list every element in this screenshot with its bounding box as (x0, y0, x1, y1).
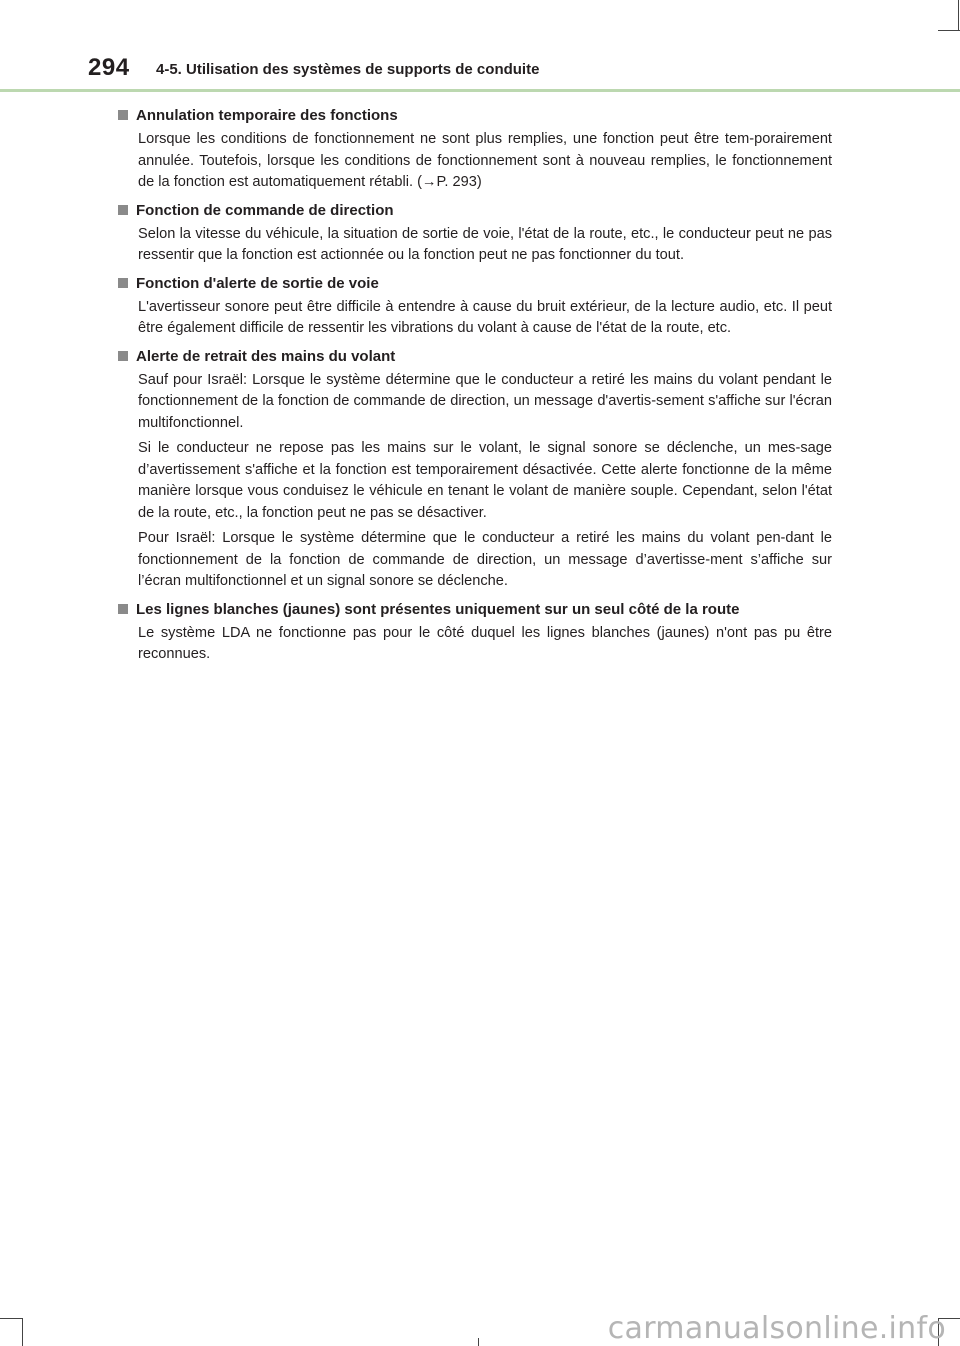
crop-mark (938, 30, 960, 31)
paragraph: Sauf pour Israël: Lorsque le système détermine que le conducteur a retiré les mains du volant pendant le fonctionnement de la fonction de commande de direction, un message d'avertis-sement s'affiche sur l'écran multifonctionnel. (138, 371, 832, 431)
section-heading (118, 274, 832, 294)
section-temporary-cancellation (118, 106, 832, 194)
page-content (118, 106, 832, 673)
section-heading-text: Alerte de retrait des mains du volant (136, 347, 396, 365)
section-heading-text: Fonction d'alerte de sortie de voie (136, 274, 379, 292)
section-hands-off-alert (118, 347, 832, 593)
section-heading-text: Fonction de commande de direction (136, 201, 394, 219)
crop-mark (958, 0, 959, 30)
section-single-side-lines (118, 600, 832, 666)
section-steering-control (118, 201, 832, 267)
page-header (88, 52, 868, 88)
paragraph: Lorsque les conditions de fonctionnement ne sont plus remplies, une fonction peut être tem-porairement annulée. Toutefois, lorsque les conditions de fonctionnement sont à nouveau remplies, le fonctionnement de la fonction est automatiquement rétabli. (→P. 293) (138, 131, 832, 190)
section-lane-departure-alert (118, 274, 832, 340)
square-bullet-icon (118, 110, 128, 120)
crop-mark (0, 1318, 22, 1319)
paragraph: Selon la vitesse du véhicule, la situation de sortie de voie, l'état de la route, etc., le conducteur peut ne pas ressentir que la fonction est actionnée ou la fonction peut ne pas fonctionner du tout. (138, 225, 832, 263)
square-bullet-icon (118, 278, 128, 288)
paragraph: Pour Israël: Lorsque le système détermine que le conducteur a retiré les mains du volant pen-dant le fonctionnement de la fonction de commande de direction, un message d’avertisse-ment s’affiche sur l’écran multifonctionnel et un signal sonore se déclenche. (138, 530, 832, 589)
section-heading (118, 347, 832, 367)
paragraph: L'avertisseur sonore peut être difficile à entendre à cause du bruit extérieur, de la lecture audio, etc. Il peut être également difficile de ressentir les vibrations du volant à cause de l'état de la route, etc. (138, 298, 832, 336)
paragraph: Le système LDA ne fonctionne pas pour le côté duquel les lignes blanches (jaunes) n'ont pas pu être reconnues. (138, 624, 832, 662)
square-bullet-icon (118, 205, 128, 215)
crop-mark (478, 1338, 479, 1346)
section-heading (118, 600, 832, 620)
section-heading-text: Annulation temporaire des fonctions (136, 107, 398, 124)
watermark: carmanualsonline.info (607, 1311, 946, 1346)
crop-mark (22, 1318, 23, 1346)
section-heading-text: Les lignes blanches (jaunes) sont présentes uniquement sur un seul côté de la route (136, 600, 740, 618)
section-heading (118, 201, 832, 221)
square-bullet-icon (118, 351, 128, 361)
paragraph: Si le conducteur ne repose pas les mains sur le volant, le signal sonore se déclenche, un mes-sage d’avertissement s'affiche et la fonction est temporairement désactivée. Cette alerte fonctionne de la même manière lorsque vous conduisez le véhicule en tenant le volant de manière souple. Cependant, selon l'état de la route, etc., la fonction peut ne pas se désactiver. (138, 440, 832, 521)
section-title: 4-5. Utilisation des systèmes de supports de conduite (156, 61, 540, 78)
page-number: 294 (88, 54, 130, 81)
square-bullet-icon (118, 604, 128, 614)
section-heading (118, 106, 832, 126)
header-divider (0, 89, 960, 92)
